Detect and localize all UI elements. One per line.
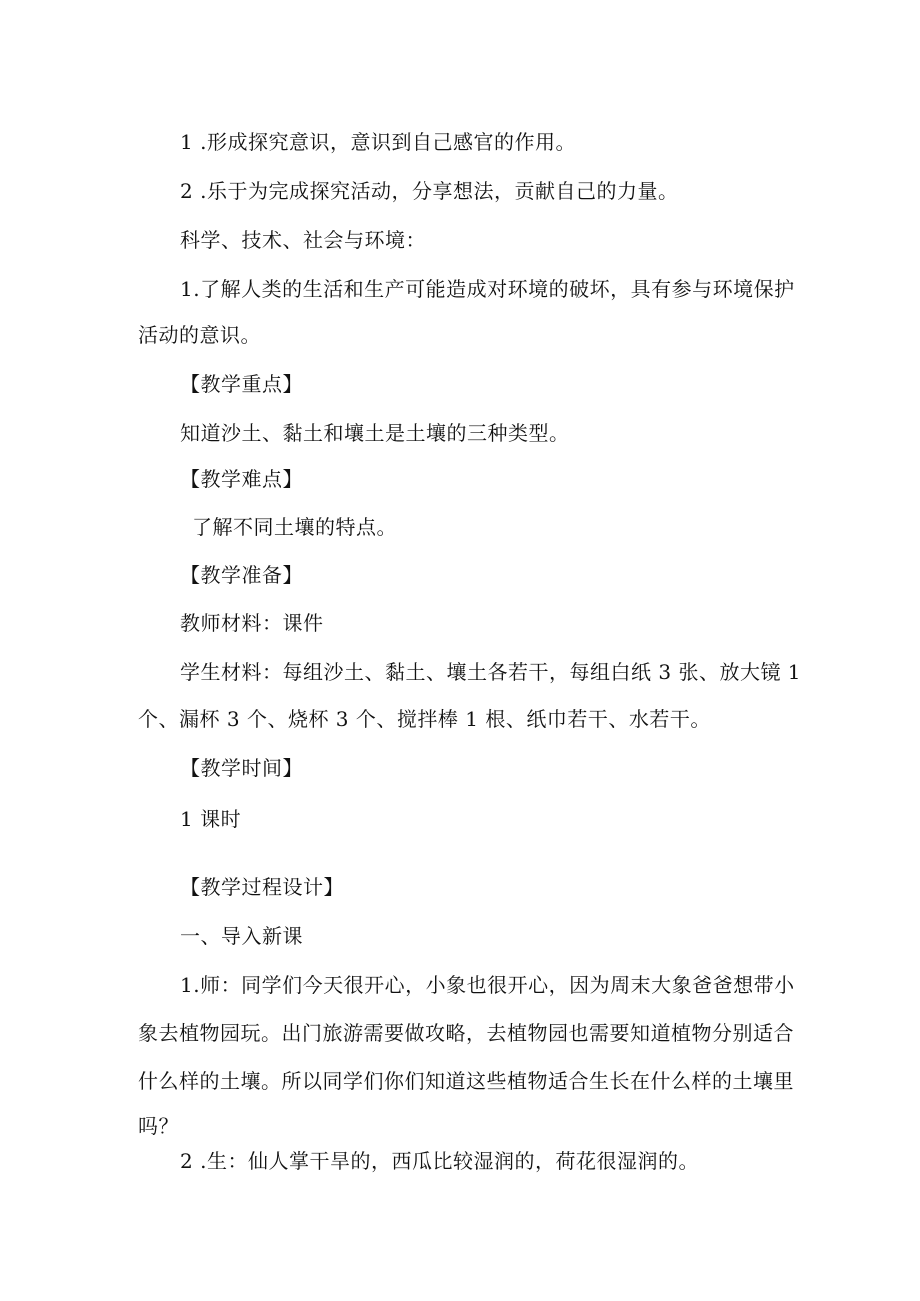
section-label-stse: 科学、技术、社会与环境： [180,228,426,252]
teacher-materials: 教师材料：课件 [180,611,324,635]
heading-process: 【教学过程设计】 [180,875,344,899]
objective-item-1: 1 .形成探究意识，意识到自己感官的作用。 [180,130,576,154]
heading-preparation: 【教学准备】 [180,563,303,587]
paragraph-1-line-2: 象去植物园玩。出门旅游需要做攻略，去植物园也需要知道植物分别适合 [138,1021,794,1045]
heading-difficulties: 【教学难点】 [180,467,303,491]
paragraph-1-line-4: 吗？ [138,1114,179,1138]
paragraph-2: 2 .生：仙人掌干旱的，西瓜比较湿润的，荷花很湿润的。 [180,1149,699,1173]
heading-key-points: 【教学重点】 [180,372,303,396]
objective-item-2: 2 .乐于为完成探究活动，分享想法，贡献自己的力量。 [180,179,679,203]
stse-item-1-line-2: 活动的意识。 [138,323,261,347]
section-intro: 一、导入新课 [180,924,303,948]
time-text: 1 课时 [180,807,242,831]
paragraph-1-line-3: 什么样的土壤。所以同学们你们知道这些植物适合生长在什么样的土壤里 [138,1069,794,1093]
key-points-text: 知道沙土、黏土和壤土是土壤的三种类型。 [180,421,570,445]
paragraph-1-line-1: 1.师：同学们今天很开心，小象也很开心，因为周末大象爸爸想带小 [180,973,795,997]
student-materials-line-1: 学生材料：每组沙土、黏土、壤土各若干，每组白纸 3 张、放大镜 1 [180,660,802,684]
stse-item-1-line-1: 1.了解人类的生活和生产可能造成对环境的破坏，具有参与环境保护 [180,277,795,301]
heading-time: 【教学时间】 [180,756,303,780]
difficulties-text: 了解不同土壤的特点。 [192,515,397,539]
student-materials-line-2: 个、漏杯 3 个、烧杯 3 个、搅拌棒 1 根、纸巾若干、水若干。 [138,707,711,731]
